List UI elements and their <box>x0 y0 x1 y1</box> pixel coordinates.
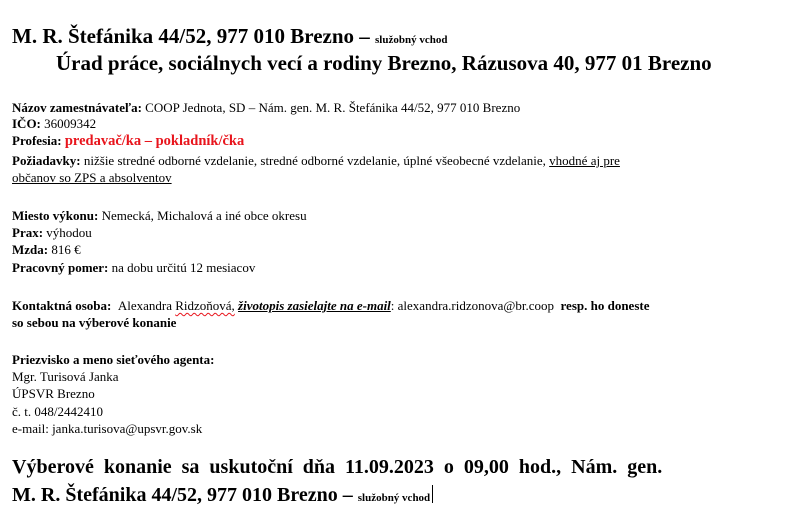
agent-email: e-mail: janka.turisova@upsvr.gov.sk <box>12 421 203 436</box>
header-entrance-note: služobný vchod <box>375 34 448 46</box>
employment-label: Pracovný pomer: <box>12 260 109 275</box>
profession-label: Profesia: <box>12 133 62 148</box>
practice-value: výhodou <box>46 225 92 240</box>
ico-label: IČO: <box>12 116 41 131</box>
agent-title-text: Priezvisko a meno sieťového agenta: <box>12 352 215 367</box>
requirements-label: Požiadavky: <box>12 153 81 168</box>
employment-value: na dobu určitú 12 mesiacov <box>111 260 256 275</box>
contact-line <box>12 298 649 313</box>
text-cursor <box>432 485 433 503</box>
contact-extra-1: resp. ho doneste <box>560 298 650 313</box>
agent-name: Mgr. Turisová Janka <box>12 369 119 384</box>
ico-line <box>12 116 96 131</box>
contact-extra-line <box>12 315 176 330</box>
footer-address: M. R. Štefánika 44/52, 977 010 Brezno – <box>12 484 353 506</box>
header-address: M. R. Štefánika 44/52, 977 010 Brezno – <box>12 24 370 48</box>
contact-label: Kontaktná osoba: <box>12 298 112 313</box>
employer-line <box>12 100 520 115</box>
contact-name-first: Alexandra <box>117 298 172 313</box>
office-line: Úrad práce, sociálnych vecí a rodiny Brezno, Rázusova 40, 977 01 Brezno <box>56 51 712 75</box>
contact-extra-2: so sebou na výberové konanie <box>12 315 177 330</box>
contact-email: : alexandra.ridzonova@br.coop <box>390 298 555 313</box>
profession-line <box>12 133 244 149</box>
cv-note: životopis zasielajte na e-mail <box>238 298 391 313</box>
requirements-line <box>12 153 620 168</box>
location-label: Miesto výkonu: <box>12 208 99 223</box>
salary-value: 816 € <box>51 242 81 257</box>
location-value: Nemecká, Michalová a iné obce okresu <box>101 208 307 223</box>
contact-name-last: Ridzoňová, <box>175 298 235 313</box>
employment-line <box>12 260 255 275</box>
ico-value: 36009342 <box>44 116 97 131</box>
footer-selection-line: Výberové konanie sa uskutoční dňa 11.09.2023 o 09,00 hod., Nám. gen. <box>12 456 663 478</box>
requirements-suitable-2: občanov so ZPS a absolventov <box>12 170 172 185</box>
footer-address-line <box>12 484 433 507</box>
employer-value: COOP Jednota, SD – Nám. gen. M. R. Štefánika 44/52, 977 010 Brezno <box>145 100 521 115</box>
agent-title <box>12 352 214 367</box>
location-line <box>12 208 307 223</box>
agent-office: ÚPSVR Brezno <box>12 386 95 401</box>
practice-label: Prax: <box>12 225 44 240</box>
employer-label: Názov zamestnávateľa: <box>12 100 142 115</box>
footer-entrance-note: služobný vchod <box>357 492 431 504</box>
header-address-line <box>12 24 447 49</box>
salary-line <box>12 242 81 257</box>
requirements-value: nižšie stredné odborné vzdelanie, stredné odborné vzdelanie, úplné všeobecné vzdelanie, <box>83 153 546 168</box>
profession-value: predavač/ka – pokladník/čka <box>64 133 245 149</box>
requirements-suitable-1: vhodné aj pre <box>549 153 620 168</box>
agent-phone: č. t. 048/2442410 <box>12 404 103 419</box>
practice-line <box>12 225 92 240</box>
salary-label: Mzda: <box>12 242 49 257</box>
